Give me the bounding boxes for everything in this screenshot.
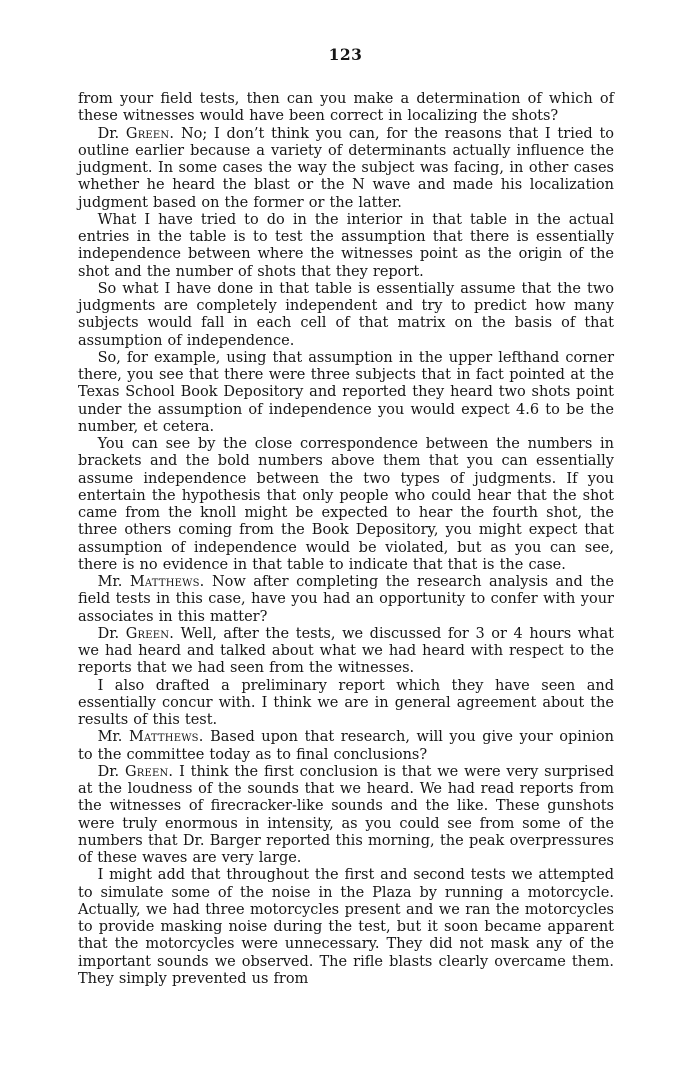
speaker-name: Matthews. [129,574,205,590]
page-number: 123 [328,45,363,64]
transcript-body [78,91,614,988]
paragraph: I might add that throughout the first and second tests we attempted to simulate some of the noise in the Plaza by running a motorcycle. Actually, we had three motorcycles present and we ran the motorcycles to provide masking noise during the test, but it soon became apparent that the motorcycles were unnecessary. They did not mask any of the important sounds we observed. The rifle blasts clearly overcame them. They simply prevented us from [78,867,614,987]
speaker-name: Matthews. [128,729,204,746]
paragraph: Dr. Green. Well, after the tests, we discussed for 3 or 4 hours what we had heard and talked about what we had heard with respect to the reports that we had seen from the witnesses. [78,625,614,677]
paragraph: You can see by the close correspondence between the numbers in brackets and the bold numbers above them that you can essentially assume independence between the two types of judgments. If you entertain the hypothesis that only people who could hear that the shot came from the knoll might be expected to hear the fourth shot, the three others coming from the Book Depository, you might expect that assumption of independence would be violated, but as you can see, there is no evidence in that table to indicate that that is the case. [78,436,614,573]
paragraph: from your field tests, then can you make a determination of which of these witnesses would have been correct in localizing the shots? [78,91,614,125]
paragraph: What I have tried to do in the interior in that table in the actual entries in the table is to test the assumption that there is essentially independence between where the witnesses point as the origin of the shot and the number of shots that they report. [78,211,614,280]
paragraph: Dr. Green. I think the first conclusion is that we were very surprised at the loudness of the sounds that we heard. We had read reports from the witnesses of firecracker-like sounds and the like. These gunshots were truly enormous in intensity, as you could see from some of the numbers that Dr. Barger reported this morning, the peak overpressures of these waves are very large. [78,763,614,866]
paragraph: Dr. Green. No; I don’t think you can, for the reasons that I tried to outline earlier because a variety of determinants actually influence the judgment. In some cases the way the subject was facing, in other cases whether he heard the blast or the N wave and made his localization judgment based on the former or the latter. [78,125,615,211]
speaker-name: Green. [125,625,175,642]
paragraph: So what I have done in that table is essentially assume that the two judgments are completely independent and try to predict how many subjects would fall in each cell of that matrix on the basis of that assumption of independence. [78,280,614,349]
paragraph: So, for example, using that assumption in the upper lefthand corner there, you see that there were three subjects that in fact pointed at the Texas School Book Depository and reported they heard two shots point under the assumption of independence you would expect 4.6 to be the number, et cetera. [78,349,614,435]
paragraph: Mr. Matthews. Based upon that research, will you give your opinion to the committee today as to final conclusions? [78,729,614,763]
paragraph: Mr. Matthews. Now after completing the research analysis and the field tests in this case, have you had an opportunity to confer with your associates in this matter? [78,574,614,625]
paragraph: I also drafted a preliminary report which they have seen and essentially concur with. I think we are in general agreement about the results of this test. [78,677,614,728]
speaker-name: Green. [124,763,174,780]
speaker-name: Green. [125,125,175,142]
